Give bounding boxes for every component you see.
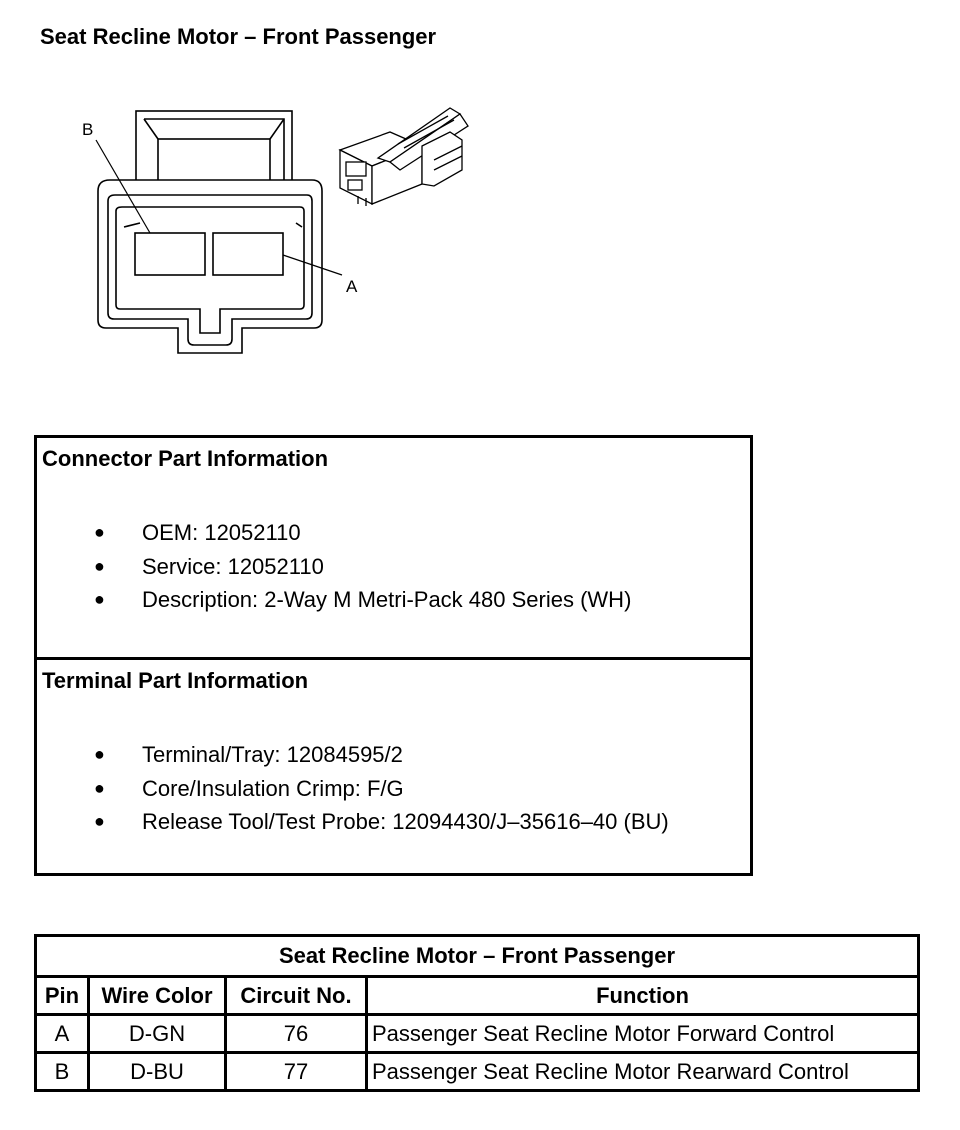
cell-pin: A: [36, 1015, 89, 1053]
pin-table: [34, 934, 920, 1092]
table-row: [36, 1053, 919, 1091]
connector-face-view-icon: [96, 111, 342, 353]
table-title-row: [36, 936, 919, 977]
table-header-row: [36, 977, 919, 1015]
bullet-icon: ●: [94, 589, 105, 609]
page-title: Seat Recline Motor – Front Passenger: [40, 24, 437, 49]
bullet-icon: ●: [94, 522, 105, 542]
terminal-info-tray: Terminal/Tray: 12084595/2: [142, 742, 403, 767]
header-wire-color: Wire Color: [89, 977, 226, 1015]
cell-circuit-no: 77: [226, 1053, 367, 1091]
cell-function: Passenger Seat Recline Motor Forward Control: [367, 1015, 919, 1053]
header-function: Function: [367, 977, 919, 1015]
connector-info-service: Service: 12052110: [142, 553, 324, 579]
connector-part-info: [37, 438, 750, 660]
connector-info-oem: OEM: 12052110: [142, 520, 301, 545]
header-pin: Pin: [36, 977, 89, 1015]
cell-circuit-no: 76: [226, 1015, 367, 1053]
header-circuit-no: Circuit No.: [226, 977, 367, 1015]
table-row: [36, 1015, 919, 1053]
cell-pin: B: [36, 1053, 89, 1091]
terminal-info-crimp: Core/Insulation Crimp: F/G: [142, 775, 404, 801]
bullet-icon: ●: [94, 744, 105, 764]
bullet-icon: ●: [94, 777, 105, 798]
terminal-part-info: [37, 660, 750, 873]
bullet-icon: ●: [94, 555, 105, 576]
cell-function: Passenger Seat Recline Motor Rearward Control: [367, 1053, 919, 1091]
terminal-info-release-tool: Release Tool/Test Probe: 12094430/J–35616–40 (BU): [142, 809, 669, 834]
pin-label-a: A: [346, 277, 358, 296]
connector-isometric-view-icon: [340, 108, 468, 206]
terminal-info-heading: Terminal Part Information: [42, 668, 309, 693]
cell-wire-color: D-GN: [89, 1015, 226, 1053]
connector-diagram: [60, 95, 480, 360]
table-title: Seat Recline Motor – Front Passenger: [36, 936, 919, 977]
bullet-icon: ●: [94, 811, 105, 831]
pin-label-b: B: [82, 120, 94, 139]
connector-info-description: Description: 2-Way M Metri-Pack 480 Series (WH): [142, 587, 632, 612]
cell-wire-color: D-BU: [89, 1053, 226, 1091]
connector-info-heading: Connector Part Information: [42, 446, 329, 471]
part-information-box: [34, 435, 753, 876]
